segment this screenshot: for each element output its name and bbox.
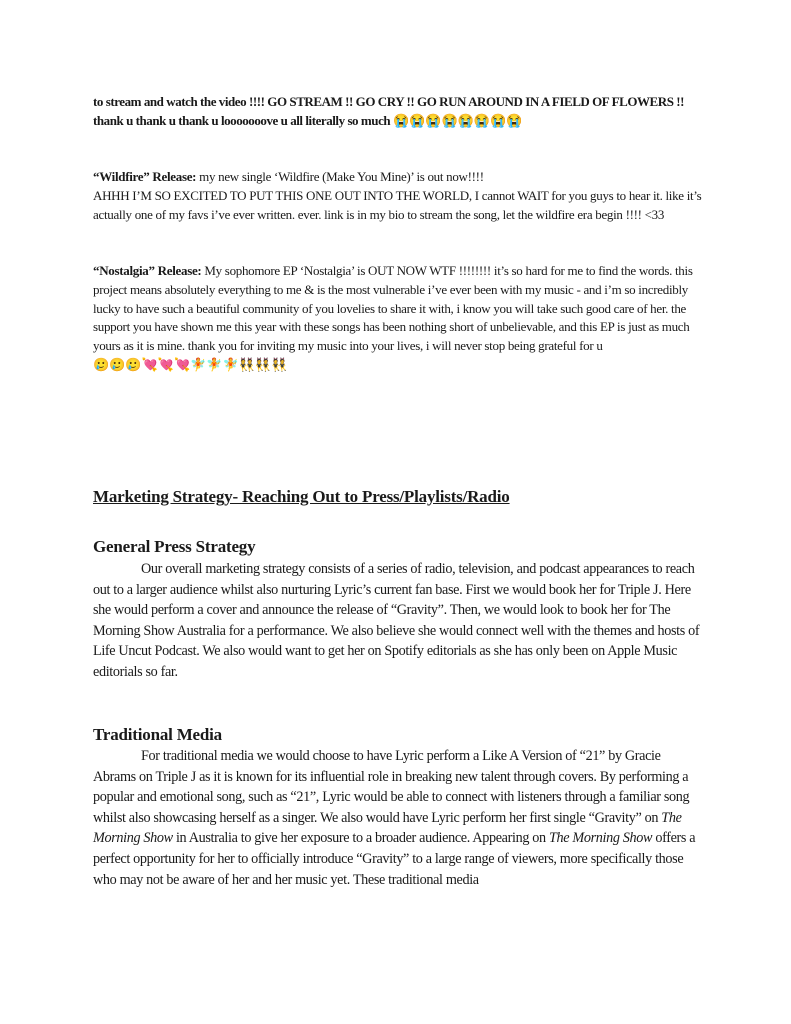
general-press-text: Our overall marketing strategy consists of a series of radio, television, and podcast appearances to reach out to a larger audience whilst also nurturing Lyric’s current fan base. First we would book her for Triple J. Here she would perform a cover and announce the release of “Gravity”. Then, we would look to book her for The Morning Show Australia for a performance. We also believe she would connect well with the themes and hosts of Life Uncut Podcast. We also would want to get her on Spotify editorials as she has only been on Apple Music editorials so far. [93, 561, 700, 680]
show-title: The Morning Show [548, 830, 653, 847]
nostalgia-label: “Nostalgia” Release: [93, 263, 202, 278]
heart-arrow-emoji: 💘 [173, 356, 190, 372]
nostalgia-emoji-row [93, 356, 705, 373]
dancers-emoji: 👯 [254, 356, 271, 372]
heart-arrow-emoji: 💘 [157, 356, 173, 372]
traditional-media-text-1: For traditional media we would choose to have Lyric perform a Like A Version of “21” by Gracie Abrams on Triple J as it is known for its influential role in breaking new talent through covers. By performing a popular and emotional song, such as “21”, Lyric would be able to connect with listeners through a familiar song whilst also showcasing herself as a singer. We also would have Lyric perform her first single “Gravity” on [93, 748, 690, 826]
heart-arrow-emoji: 💘 [141, 356, 157, 372]
fairy-emoji: 🧚 [190, 356, 206, 372]
traditional-media-text-3: offers a perfect opportunity for her to officially introduce “Gravity” to a large range of viewers, more specifically those who may not be aware of her and her music yet. These traditional media [93, 830, 696, 888]
wildfire-text-2: AHHH I’M SO EXCITED TO PUT THIS ONE OUT INTO THE WORLD, I cannot WAIT for you guys to hear it. like it’s actually one of my favs i’ve ever written. ever. link is in my bio to stream the song, let the wildfire era begin !!!! <33 [93, 187, 702, 222]
smiling-tear-emoji: 🥲 [125, 356, 141, 372]
smiling-tear-emoji: 🥲 [93, 356, 109, 372]
crying-emoji-row: 😭😭😭😭😭😭😭😭 [392, 113, 523, 128]
nostalgia-post [93, 262, 705, 373]
show-title: The Morning Show [93, 809, 682, 847]
smiling-tear-emoji: 🥲 [109, 356, 125, 372]
wildfire-label: “Wildfire” Release: [93, 169, 197, 184]
dancers-emoji: 👯 [238, 356, 254, 372]
general-press-heading: General Press Strategy [93, 537, 256, 556]
nostalgia-text: My sophomore EP ‘Nostalgia’ is OUT NOW WTF !!!!!!!! it’s so hard for me to find the words. this project means absolutely everything to me & is the most vulnerable i’ve ever been with my music - and i’m so incredibly lucky to have such a beautiful community of you lovelies to share it with, i know you will take such good care of her. the support you have shown me this year with these songs has been nothing short of unbelievable, and this EP is just as much yours as it is mine. thank you for inviting my music into your lives, i will never stop being grateful for u [93, 263, 693, 354]
fairy-emoji: 🧚 [206, 356, 222, 372]
traditional-media-heading: Traditional Media [93, 725, 222, 744]
marketing-section-title: Marketing Strategy- Reaching Out to Press/Playlists/Radio [93, 487, 510, 506]
wildfire-post [93, 168, 705, 224]
traditional-media-text-2: in Australia to give her exposure to a broader audience. Appearing on [172, 830, 549, 847]
traditional-media-body [93, 746, 705, 890]
dancers-emoji: 👯 [271, 356, 287, 372]
general-press-body [93, 559, 705, 683]
fairy-emoji: 🧚 [222, 356, 238, 372]
intro-paragraph [93, 92, 705, 130]
wildfire-text: my new single ‘Wildfire (Make You Mine)’ is out now!!!! [196, 169, 484, 184]
intro-text: to stream and watch the video !!!! GO STREAM !! GO CRY !! GO RUN AROUND IN A FIELD OF FLOWERS !! thank u thank u thank u looooooove u all literally so much [93, 94, 685, 128]
